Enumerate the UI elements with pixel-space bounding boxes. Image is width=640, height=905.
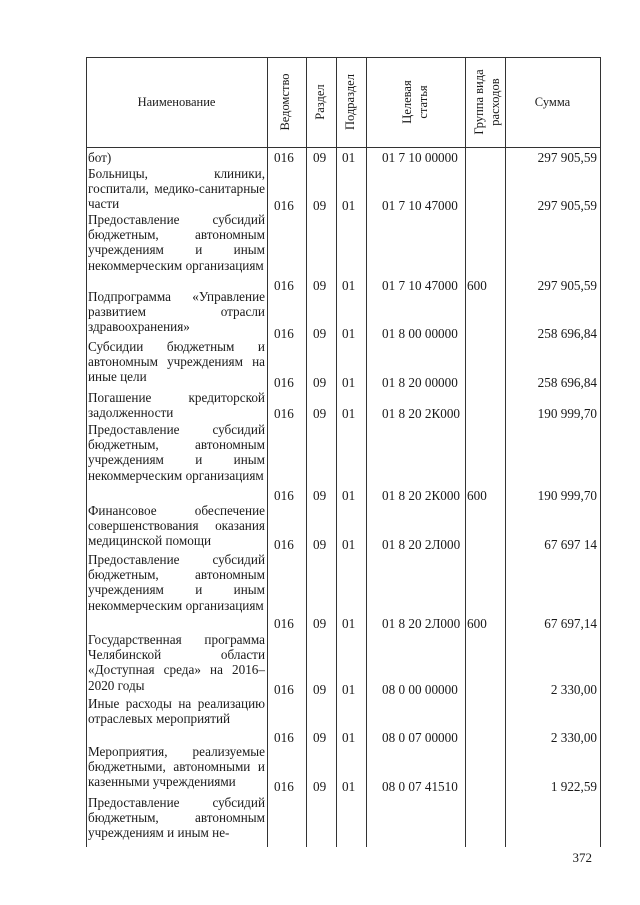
row-podrazdel: 01 [342, 537, 356, 552]
row-razdel: 09 [313, 406, 327, 421]
row-vedomstvo: 016 [274, 488, 294, 503]
row-name: Иные расходы на реализацию отраслевых мероприятий [88, 696, 265, 727]
row-summa: 190 999,70 [537, 406, 597, 421]
row-celevaya: 08 0 00 00000 [382, 682, 458, 697]
row-celevaya: 01 8 20 2Л000 [382, 537, 461, 552]
page-number: 372 [572, 850, 592, 865]
row-celevaya: 01 8 00 00000 [382, 326, 458, 341]
table-row [87, 632, 600, 696]
row-podrazdel: 01 [342, 150, 356, 165]
row-gruppa: 600 [467, 616, 487, 631]
row-summa: 190 999,70 [537, 488, 597, 503]
row-name: Субсидии бюджетным и автономным учреждениям на иные цели [88, 339, 265, 385]
row-name: Мероприятия, реализуемые бюджетными, автономными и казенными учреждениями [88, 744, 265, 790]
row-name: Подпрограмма «Управление развитием отрасли здравоохранения» [88, 289, 265, 335]
row-razdel: 09 [313, 616, 327, 631]
header-vedomstvo: Ведомство [278, 73, 292, 131]
row-celevaya: 01 7 10 47000 [382, 198, 458, 213]
row-podrazdel: 01 [342, 278, 356, 293]
row-razdel: 09 [313, 150, 327, 165]
row-name: Предоставление субсидий бюджетным, автономным учреждениям и иным не- [88, 795, 265, 841]
row-podrazdel: 01 [342, 326, 356, 341]
row-name: Финансовое обеспечение совершенствования оказания медицинской помощи [88, 503, 265, 549]
row-celevaya: 01 7 10 00000 [382, 150, 458, 165]
table-row [87, 212, 600, 293]
header-bottom-border [86, 147, 601, 148]
row-razdel: 09 [313, 278, 327, 293]
row-vedomstvo: 016 [274, 537, 294, 552]
header-podrazdel: Подраздел [343, 74, 357, 130]
row-podrazdel: 01 [342, 198, 356, 213]
row-summa: 258 696,84 [537, 326, 597, 341]
row-razdel: 09 [313, 375, 327, 390]
header-name: Наименование [137, 94, 216, 109]
table-row [87, 422, 600, 503]
row-podrazdel: 01 [342, 616, 356, 631]
row-razdel: 09 [313, 326, 327, 341]
table-row [87, 390, 600, 422]
header-razdel: Раздел [313, 84, 327, 120]
table-row [87, 339, 600, 389]
header-summa: Сумма [534, 94, 571, 109]
row-razdel: 09 [313, 779, 327, 794]
row-vedomstvo: 016 [274, 616, 294, 631]
row-celevaya: 08 0 07 41510 [382, 779, 458, 794]
row-vedomstvo: 016 [274, 198, 294, 213]
header-celevaya-line1: Целевая [400, 80, 414, 124]
row-summa: 297 905,59 [537, 278, 597, 293]
row-name: Предоставление субсидий бюджетным, автономным учреждениям и иным некоммерческим организациям [88, 212, 265, 273]
col-border-right [600, 57, 601, 847]
header-gruppa-line2: расходов [488, 78, 502, 126]
table-row [87, 150, 600, 166]
row-podrazdel: 01 [342, 779, 356, 794]
row-name: Предоставление субсидий бюджетным, автономным учреждениям и иным некоммерческим организациям [88, 552, 265, 613]
row-celevaya: 01 8 20 2К000 [382, 488, 461, 503]
table-row [87, 552, 600, 632]
row-podrazdel: 01 [342, 406, 356, 421]
row-podrazdel: 01 [342, 488, 356, 503]
row-podrazdel: 01 [342, 682, 356, 697]
row-vedomstvo: 016 [274, 730, 294, 745]
row-vedomstvo: 016 [274, 150, 294, 165]
row-celevaya: 01 8 20 2К000 [382, 406, 461, 421]
row-summa: 67 697,14 [544, 616, 597, 631]
row-gruppa: 600 [467, 278, 487, 293]
row-name: Государственная программа Челябинской области «Доступная среда» на 2016–2020 годы [88, 632, 265, 693]
row-name: Погашение кредиторской задолженности [88, 390, 265, 421]
row-razdel: 09 [313, 537, 327, 552]
row-summa: 2 330,00 [550, 682, 597, 697]
row-razdel: 09 [313, 682, 327, 697]
row-vedomstvo: 016 [274, 326, 294, 341]
row-podrazdel: 01 [342, 375, 356, 390]
row-name: бот) [88, 150, 112, 165]
row-razdel: 09 [313, 730, 327, 745]
row-vedomstvo: 016 [274, 406, 294, 421]
row-summa: 1 922,59 [550, 779, 597, 794]
row-razdel: 09 [313, 488, 327, 503]
row-summa: 67 697 14 [544, 537, 597, 552]
row-celevaya: 01 7 10 47000 [382, 278, 458, 293]
header-gruppa-line1: Группа вида [472, 69, 486, 135]
table-row [87, 795, 600, 847]
row-celevaya: 08 0 07 00000 [382, 730, 458, 745]
table-row [87, 744, 600, 794]
table-row [87, 503, 600, 552]
table-row [87, 289, 600, 339]
row-vedomstvo: 016 [274, 278, 294, 293]
row-summa: 2 330,00 [550, 730, 597, 745]
row-celevaya: 01 8 20 2Л000 [382, 616, 461, 631]
row-vedomstvo: 016 [274, 682, 294, 697]
row-summa: 258 696,84 [537, 375, 597, 390]
row-celevaya: 01 8 20 00000 [382, 375, 458, 390]
row-summa: 297 905,59 [537, 198, 597, 213]
header-celevaya-line2: статья [416, 85, 430, 119]
row-name: Предоставление субсидий бюджетным, автономным учреждениям и иным некоммерческим организациям [88, 422, 265, 483]
row-razdel: 09 [313, 198, 327, 213]
row-vedomstvo: 016 [274, 779, 294, 794]
table-row [87, 166, 600, 212]
row-podrazdel: 01 [342, 730, 356, 745]
row-summa: 297 905,59 [537, 150, 597, 165]
row-name: Больницы, клиники, госпитали, медико-санитарные части [88, 166, 265, 212]
row-vedomstvo: 016 [274, 375, 294, 390]
row-gruppa: 600 [467, 488, 487, 503]
table-row [87, 696, 600, 744]
